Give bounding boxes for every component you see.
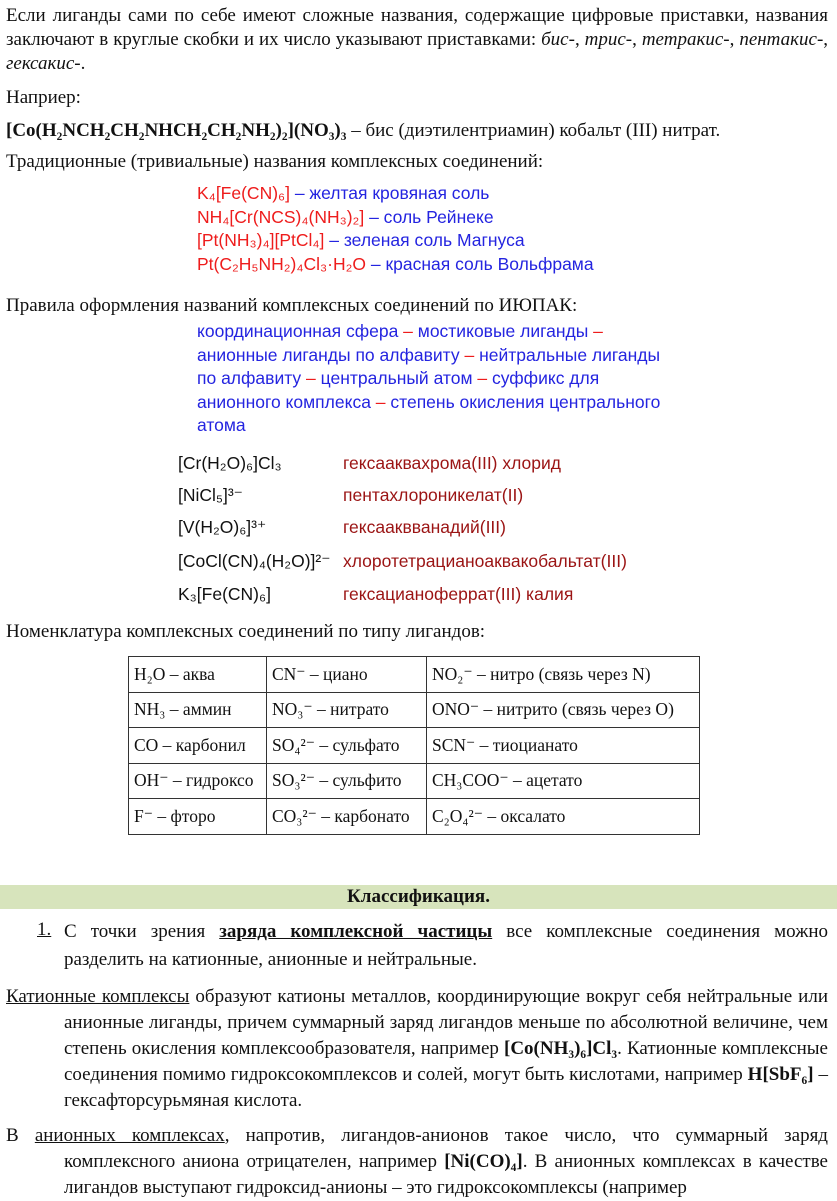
prefix: бис-	[541, 29, 575, 50]
formula: H[SbF₆]	[747, 1064, 814, 1085]
cell: SCN⁻ – тиоцианато	[427, 728, 700, 764]
table-row	[129, 692, 700, 728]
rule: степень окисления центрального атома	[197, 391, 661, 435]
cell: OH⁻ – гидроксо	[129, 763, 267, 799]
text: С точки зрения	[64, 921, 220, 942]
cell: CN⁻ – циано	[267, 657, 427, 693]
example-formula: K₃[Fe(CN)₆]	[178, 584, 271, 604]
trivial-item	[197, 230, 525, 251]
text: ,	[729, 29, 740, 50]
trivial-heading: Традиционные (тривиальные) названия комплексных соединений:	[6, 151, 544, 172]
rule: суффикс для анионного комплекса	[197, 368, 600, 412]
rule: нейтральные лиганды по алфавиту	[197, 344, 661, 388]
cell: NO₂⁻ – нитро (связь через N)	[427, 657, 700, 693]
example-name: пентахлороникелат(II)	[343, 485, 524, 505]
example-formula: [Cr(H₂O)₆]Cl₃	[178, 453, 282, 473]
prefix: пентакис-	[739, 29, 824, 50]
dash: –	[301, 368, 321, 388]
cell: CO₃²⁻ – карбонато	[267, 799, 427, 835]
text: В	[6, 1125, 35, 1146]
intro-paragraph	[6, 4, 828, 76]
table-row	[129, 763, 700, 799]
cell: SO₄²⁻ – сульфато	[267, 728, 427, 764]
cell: F⁻ – фторо	[129, 799, 267, 835]
cell: CH₃COO⁻ – ацетато	[427, 763, 700, 799]
example-name: – бис (диэтилентриамин) кобальт (III) нитрат.	[346, 120, 721, 141]
text: все комплексные соединения можно разделить на катионные, анионные и нейтральные.	[64, 921, 828, 970]
text: ,	[574, 29, 585, 50]
example-formula: [CoCl(CN)₄(H₂O)]²⁻	[178, 551, 331, 571]
text: ,	[632, 29, 642, 50]
formula: Pt(C₂H₅NH₂)₄Cl₃·H₂O	[197, 254, 367, 274]
cell: NO₃⁻ – нитрато	[267, 692, 427, 728]
formula: K₄[Fe(CN)₆]	[197, 183, 290, 203]
text: . В анионных комплексах в качестве лигандов выступают гидроксид-анионы – это гидроксокомплексы (например	[64, 1151, 828, 1198]
rule: мостиковые лиганды	[417, 321, 589, 341]
formula: [Pt(NH₃)₄][PtCl₄]	[197, 230, 325, 250]
dash: –	[398, 321, 418, 341]
rule: координационная сфера	[197, 321, 399, 341]
cell: CO – карбонил	[129, 728, 267, 764]
term: Катионные комплексы	[6, 986, 190, 1007]
dash: –	[472, 368, 492, 388]
cationic-paragraph	[6, 984, 828, 1114]
prefix: гексакис-	[6, 53, 81, 74]
example-name: гексааквахрома(III) хлорид	[343, 453, 561, 473]
formula: NH₄[Cr(NCS)₄(NH₃)₂]	[197, 207, 365, 227]
iupac-rules	[197, 320, 667, 438]
trivial-item	[197, 183, 489, 204]
dash: –	[459, 344, 480, 365]
cell: SO₃²⁻ – сульфито	[267, 763, 427, 799]
table-row	[129, 799, 700, 835]
text: – гексафторсурьмяная кислота.	[64, 1064, 828, 1111]
name: – красная соль Вольфрама	[366, 254, 594, 274]
name: – соль Рейнеке	[364, 207, 494, 227]
example-label: Наприер:	[6, 87, 81, 108]
trivial-item	[197, 254, 594, 275]
text: образуют катионы металлов, координирующие вокруг себя нейтральные или анионные лиганды, причем суммарный заряд лигандов меньше по абсолютной величине, чем степень окисления комплексообразователя, например	[64, 986, 828, 1059]
section-title: Классификация.	[0, 885, 837, 909]
prefix: трис-	[584, 29, 633, 50]
example-line	[6, 119, 828, 143]
table-row	[129, 657, 700, 693]
example-formula: [NiCl₅]³⁻	[178, 485, 243, 505]
ligands-heading: Номенклатура комплексных соединений по типу лигандов:	[6, 621, 486, 642]
text: Если лиганды сами по себе имеют сложные названия, содержащие цифровые приставки, названия заключают в круглые скобки и их число указывают приставками:	[6, 5, 828, 50]
trivial-item	[197, 207, 494, 228]
example-name: гексааквванадий(III)	[343, 517, 506, 537]
emphasis: заряда комплексной частицы	[219, 921, 493, 942]
example-formula: [V(H₂O)₆]³⁺	[178, 517, 267, 537]
text: , напротив, лигандов-анионов такое число, что суммарный заряд комплексного аниона отрицателен, например	[64, 1125, 828, 1172]
name: – желтая кровяная соль	[289, 183, 490, 203]
cell: ONO⁻ – нитрито (связь через O)	[427, 692, 700, 728]
iupac-heading: Правила оформления названий комплексных соединений по ИЮПАК:	[6, 295, 578, 316]
formula: [Co(NH₃)₆]Cl₃	[504, 1038, 618, 1059]
example-formula: [Co(H₂NCH₂CH₂NHCH₂CH₂NH₂)₂](NO₃)₃	[6, 120, 347, 141]
example-name: хлоротетрацианоаквакобальтат(III)	[343, 551, 627, 571]
name: – зеленая соль Магнуса	[324, 230, 525, 250]
cell: H₂O – аква	[129, 657, 267, 693]
list-item	[64, 918, 828, 974]
rule: анионные лиганды по алфавиту	[197, 344, 460, 365]
example-name: гексацианоферрат(III) калия	[343, 584, 574, 604]
text: ,	[823, 29, 829, 50]
cell: NH₃ – аммин	[129, 692, 267, 728]
table-row	[129, 728, 700, 764]
dash: –	[370, 391, 391, 412]
text: . Катионные комплексные соединения помимо гидроксокомплексов и солей, могут быть кислотами, например	[64, 1038, 828, 1085]
prefix: тетракис-	[641, 29, 730, 50]
rule: центральный атом	[320, 368, 473, 388]
dash: –	[588, 321, 603, 341]
text: .	[80, 53, 86, 74]
anionic-paragraph	[6, 1123, 828, 1201]
list-number	[37, 918, 51, 942]
number: 1.	[37, 919, 52, 940]
ligands-table	[128, 656, 700, 835]
term: анионных комплексах	[34, 1125, 225, 1146]
formula: [Ni(CO)₄]	[444, 1151, 523, 1172]
cell: C₂O₄²⁻ – оксалато	[427, 799, 700, 835]
